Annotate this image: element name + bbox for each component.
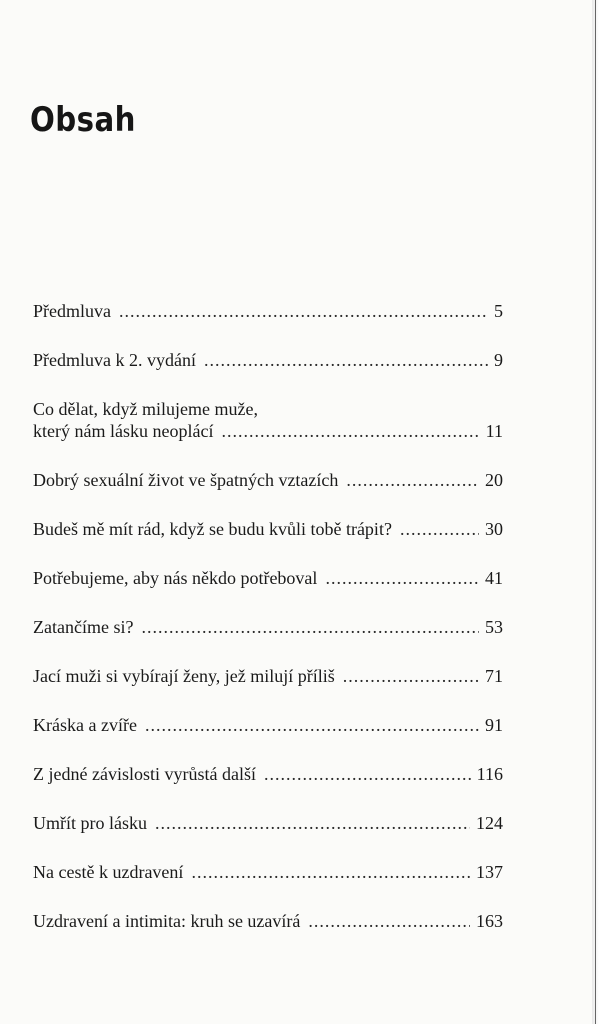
dot-leader bbox=[204, 349, 488, 371]
toc-entry bbox=[33, 349, 503, 371]
toc-row bbox=[33, 567, 503, 589]
toc-entry bbox=[33, 567, 503, 589]
dot-leader bbox=[308, 910, 470, 932]
dot-leader bbox=[155, 812, 470, 834]
toc-page-number: 91 bbox=[485, 715, 503, 735]
toc-entry-title: Umřít pro lásku bbox=[33, 813, 147, 833]
toc-entry-title: Na cestě k uzdravení bbox=[33, 862, 184, 882]
toc-entry-title: Uzdravení a intimita: kruh se uzavírá bbox=[33, 911, 301, 931]
dot-leader bbox=[191, 861, 470, 883]
dot-leader bbox=[400, 518, 479, 540]
dot-leader bbox=[145, 714, 479, 736]
toc-entry-title: který nám lásku neoplácí bbox=[33, 421, 214, 441]
toc-entry bbox=[33, 665, 503, 687]
toc-entry bbox=[33, 469, 503, 491]
toc-entry bbox=[33, 861, 503, 883]
page-edge-line bbox=[595, 0, 596, 1024]
toc-row bbox=[33, 300, 503, 322]
toc-entry-title: Jací muži si vybírají ženy, jež milují příliš bbox=[33, 666, 335, 686]
toc-row bbox=[33, 469, 503, 491]
dot-leader bbox=[141, 616, 479, 638]
toc-entry-title: Kráska a zvíře bbox=[33, 715, 137, 735]
toc-page-number: 116 bbox=[476, 764, 503, 784]
dot-leader bbox=[221, 420, 479, 442]
toc-row bbox=[33, 665, 503, 687]
toc-row bbox=[33, 518, 503, 540]
toc-page-number: 30 bbox=[485, 519, 503, 539]
toc-page-number: 124 bbox=[476, 813, 503, 833]
toc-page-number: 20 bbox=[485, 470, 503, 490]
toc-entry-title: Předmluva k 2. vydání bbox=[33, 350, 196, 370]
toc-entry bbox=[33, 616, 503, 638]
toc-entry bbox=[33, 763, 503, 785]
page-title: Obsah bbox=[30, 100, 136, 140]
toc-entry-title: Dobrý sexuální život ve špatných vztazích bbox=[33, 470, 339, 490]
toc-entry-title: Zatančíme si? bbox=[33, 617, 134, 637]
dot-leader bbox=[264, 763, 471, 785]
table-of-contents bbox=[33, 300, 503, 959]
toc-entry bbox=[33, 714, 503, 736]
toc-page-number: 5 bbox=[494, 301, 503, 321]
toc-row bbox=[33, 861, 503, 883]
toc-page-number: 9 bbox=[494, 350, 503, 370]
toc-page-number: 41 bbox=[485, 568, 503, 588]
toc-entry-title: Potřebujeme, aby nás někdo potřeboval bbox=[33, 568, 318, 588]
toc-row bbox=[33, 420, 503, 442]
dot-leader bbox=[325, 567, 479, 589]
toc-entry bbox=[33, 398, 503, 442]
toc-page-number: 71 bbox=[485, 666, 503, 686]
toc-row bbox=[33, 763, 503, 785]
toc-row bbox=[33, 616, 503, 638]
toc-page-number: 11 bbox=[485, 421, 503, 441]
toc-row bbox=[33, 714, 503, 736]
dot-leader bbox=[346, 469, 479, 491]
toc-row bbox=[33, 812, 503, 834]
toc-entry-title-line1: Co dělat, když milujeme muže, bbox=[33, 399, 258, 419]
toc-entry bbox=[33, 518, 503, 540]
toc-entry bbox=[33, 910, 503, 932]
toc-entry-title: Z jedné závislosti vyrůstá další bbox=[33, 764, 256, 784]
toc-page-number: 163 bbox=[476, 911, 503, 931]
toc-page-number: 137 bbox=[476, 862, 503, 882]
page-edge bbox=[592, 0, 599, 1024]
toc-page-number: 53 bbox=[485, 617, 503, 637]
toc-entry-title: Budeš mě mít rád, když se budu kvůli tobě trápit? bbox=[33, 519, 392, 539]
toc-entry bbox=[33, 812, 503, 834]
toc-row bbox=[33, 910, 503, 932]
toc-entry-title: Předmluva bbox=[33, 301, 111, 321]
dot-leader bbox=[343, 665, 479, 687]
dot-leader bbox=[119, 300, 488, 322]
toc-row bbox=[33, 349, 503, 371]
toc-entry bbox=[33, 300, 503, 322]
